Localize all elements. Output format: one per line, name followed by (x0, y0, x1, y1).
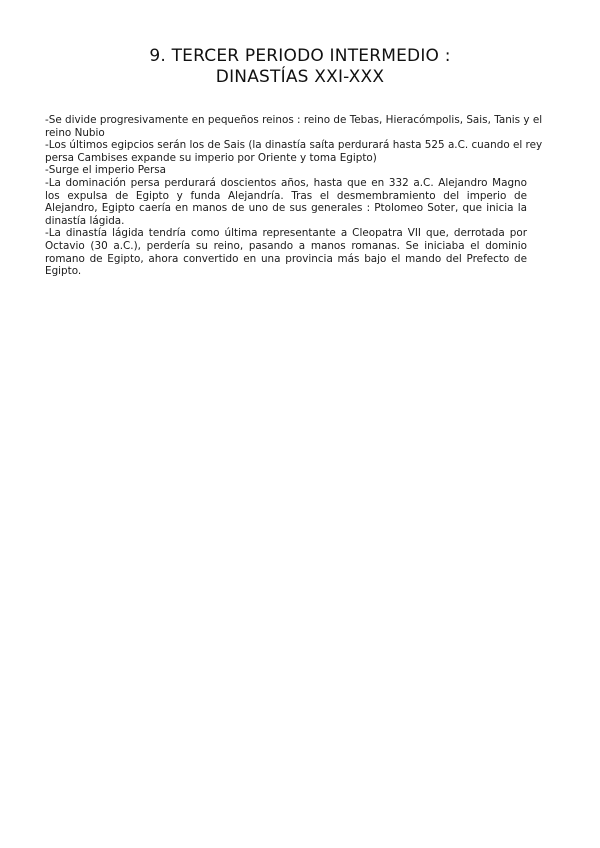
title-line-1: 9. TERCER PERIODO INTERMEDIO : (149, 46, 451, 66)
page-title (0, 46, 600, 88)
paragraph-3: -Surge el imperio Persa (45, 164, 167, 177)
paragraph-1: -Se divide progresivamente en pequeños reinos : reino de Tebas, Hieracómpolis, Sais, Tanis y el reino Nubio (45, 114, 543, 139)
paragraph-4: -La dominación persa perdurará doscientos años, hasta que en 332 a.C. Alejandro Magno los expulsa de Egipto y funda Alejandría. Tras el desmembramiento del imperio de Alejandro, Egipto caería en manos de uno de sus generales : Ptolomeo Soter, que inicia la dinastía lágida. (45, 176, 527, 227)
paragraph-2: -Los últimos egipcios serán los de Sais (la dinastía saíta perdurará hasta 525 a.C. cuando el rey persa Cambises expande su imperio por Oriente y toma Egipto) (45, 139, 543, 164)
title-line-2: DINASTÍAS XXI-XXX (215, 67, 385, 87)
paragraph-5: -La dinastía lágida tendría como última representante a Cleopatra VII que, derrotada por Octavio (30 a.C.), perdería su reino, pasando a manos romanas. Se iniciaba el dominio romano de Egipto, ahora convertido en una provincia más bajo el mando del Prefecto de Egipto. (45, 227, 527, 278)
body-text (45, 114, 555, 278)
